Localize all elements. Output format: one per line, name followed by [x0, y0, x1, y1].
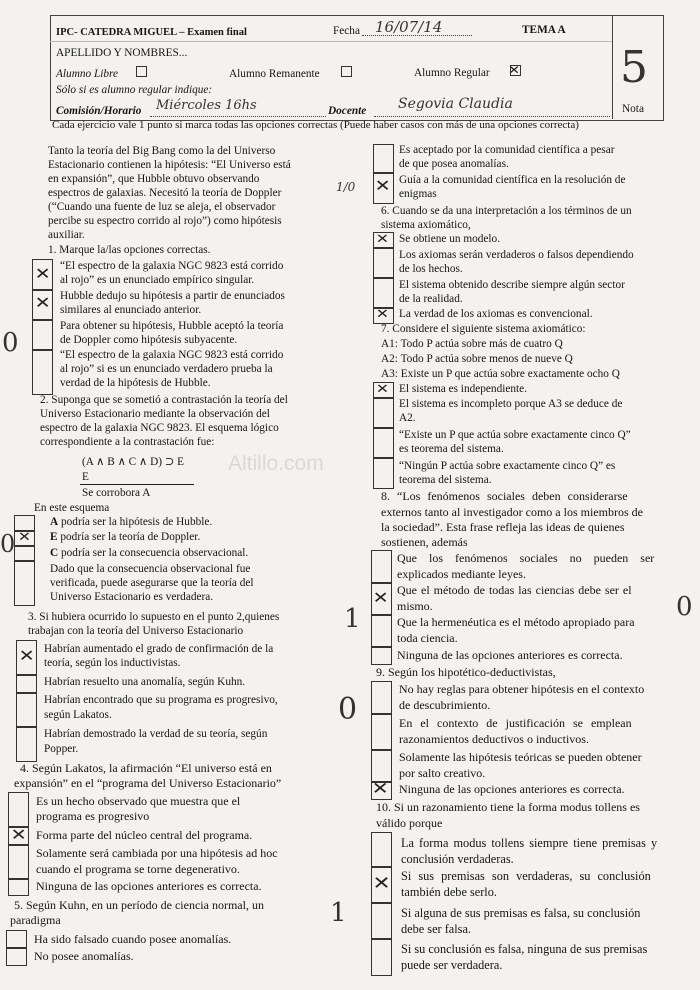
q1-b-mark-icon: ✕ — [34, 293, 51, 312]
q8-checkbox-d[interactable] — [371, 646, 392, 665]
q4-b-mark-icon: ✕ — [10, 825, 27, 844]
q9-option-a: No hay reglas para obtener hipótesis en el contexto — [399, 682, 645, 696]
intro-line: percibe su espectro corrido al rojo”) como hipótesis — [48, 215, 282, 227]
q10-checkbox-c[interactable] — [371, 902, 392, 940]
q3-checkbox-c[interactable] — [16, 692, 37, 728]
q10-option-b: también debe serlo. — [401, 885, 497, 899]
q3-option-a: Habrían aumentado el grado de confirmación de la — [44, 643, 274, 655]
q2-option-d: Universo Estacionario es verdadera. — [50, 591, 214, 603]
q7-checkbox-b[interactable] — [373, 397, 394, 429]
intro-line: auxiliar. — [48, 229, 85, 241]
q6-title: 6. Cuando se da una interpretación a los términos de un — [381, 205, 632, 217]
score-q2: 0 — [0, 530, 16, 558]
fecha-value: 16/07/14 — [375, 18, 443, 36]
q8-checkbox-c[interactable] — [371, 614, 392, 648]
comision-value: Miércoles 16hs — [156, 98, 257, 113]
q1-option-a: “El espectro de la galaxia NGC 9823 está corrido — [60, 260, 284, 272]
q9-option-c: por salto creativo. — [399, 766, 486, 780]
q3-checkbox-b[interactable] — [16, 674, 37, 694]
q8-title: la sociedad”. Esta frase refleja las ideas de quienes — [381, 520, 625, 534]
q8-option-c: toda ciencia. — [397, 631, 458, 645]
nota-value: 5 — [620, 42, 648, 93]
nota-label: Nota — [622, 103, 644, 115]
score-q4: 0 — [338, 692, 358, 727]
intro-line: (“Cuando una fuente de luz se aleja, el observador — [48, 201, 276, 213]
q1-option-d: “El espectro de la galaxia NGC 9823 está corrido — [60, 349, 284, 361]
q7-title: 7. Considere el siguiente sistema axiomático: — [381, 323, 586, 335]
solo-si-label: Sólo si es alumno regular indique: — [56, 84, 213, 96]
q3-option-c: según Lakatos. — [44, 709, 112, 721]
q6-option-a: Se obtiene un modelo. — [399, 233, 501, 245]
q7-a-mark-icon: ✕ — [375, 382, 389, 397]
q6-checkbox-b[interactable] — [373, 247, 394, 279]
q2-checkbox-d[interactable] — [14, 560, 35, 606]
alumno-regular-label: Alumno Regular — [414, 67, 490, 79]
q1-option-c: de Doppler como hipótesis subyacente. — [60, 334, 238, 346]
q4-option-c: cuando el programa se torne degenerativo. — [36, 862, 240, 876]
q8-title: sostienen, además — [381, 535, 468, 549]
q4-checkbox-d[interactable] — [8, 878, 29, 896]
q10-b-mark-icon: ✕ — [372, 873, 391, 894]
q10-checkbox-d[interactable] — [371, 938, 392, 976]
q1-checkbox-d[interactable] — [32, 349, 53, 395]
header-divider — [612, 15, 613, 119]
q1-option-a: al rojo” es un enunciado empírico singular. — [60, 274, 255, 286]
q2-option-d: Dado que la consecuencia observacional fue — [50, 563, 251, 575]
q7-option-d: “Ningún P actúa sobre exactamente cinco Q” es — [399, 460, 616, 472]
q7-option-c: “Existe un P que actúa sobre exactamente cinco Q” — [399, 429, 631, 441]
q8-title: 8. “Los fenómenos sociales deben considerarse — [381, 489, 628, 503]
q3-option-d: Popper. — [44, 743, 79, 755]
q5-option-a: Ha sido falsado cuando posee anomalías. — [34, 932, 232, 946]
q3-checkbox-d[interactable] — [16, 726, 37, 762]
q6-option-b: de los hechos. — [399, 263, 463, 275]
alumno-remanente-label: Alumno Remanente — [229, 68, 320, 80]
q8-option-d: Ninguna de las opciones anteriores es correcta. — [397, 648, 623, 662]
q4-option-c: Solamente será cambiada por una hipótesis ad hoc — [36, 846, 278, 860]
q1-option-d: verdad de la hipótesis de Hubble. — [60, 377, 211, 389]
q5-option-d: enigmas — [399, 188, 437, 200]
docente-value: Segovia Claudia — [398, 96, 513, 112]
q2-en-este: En este esquema — [34, 502, 110, 514]
alumno-libre-label: Alumno Libre — [56, 68, 119, 80]
q6-d-mark-icon: ✕ — [375, 307, 389, 322]
q2-option-a: A podría ser la hipótesis de Hubble. — [50, 516, 213, 528]
q10-title: 10. Si un razonamiento tiene la forma modus tollens es — [376, 800, 640, 814]
q2-option-d: verificada, puede asegurarse que la teoría del — [50, 577, 254, 589]
q4-option-a: programa es progresivo — [36, 809, 150, 823]
q10-option-d: puede ser verdadera. — [401, 958, 503, 972]
q2-option-c: C podría ser la consecuencia observacional. — [50, 547, 249, 559]
q7-axiom: A1: Todo P actúa sobre más de cuatro Q — [381, 338, 563, 350]
q7-option-b: El sistema es incompleto porque A3 se deduce de — [399, 398, 623, 410]
docente-dots — [374, 116, 610, 117]
q1-checkbox-c[interactable] — [32, 319, 53, 351]
score-q5-note: 1/0 — [336, 180, 356, 194]
q8-b-mark-icon: ✕ — [372, 588, 389, 607]
q10-option-a: conclusión verdaderas. — [401, 852, 514, 866]
q9-checkbox-a[interactable] — [371, 681, 392, 715]
instructions: Cada ejercicio vale 1 punto si marca todas las opciones correctas (Puede haber casos con más de una opciones correcta) — [52, 119, 579, 131]
q8-option-a: explicados mediante leyes. — [397, 567, 526, 581]
q4-checkbox-c[interactable] — [8, 844, 29, 880]
q2-schema-line — [80, 484, 194, 485]
q3-a-mark-icon: ✕ — [18, 646, 35, 665]
alumno-remanente-checkbox[interactable] — [341, 66, 352, 77]
q8-option-b: Que el método de todas las ciencias debe ser el — [397, 583, 632, 597]
q5-title: paradigma — [10, 913, 61, 927]
q6-option-d: La verdad de los axiomas es convencional. — [399, 308, 593, 320]
alumno-regular-mark-icon: ✕ — [507, 63, 521, 77]
q7-axiom: A2: Todo P actúa sobre menos de nueve Q — [381, 353, 573, 365]
q3-option-b: Habrían resuelto una anomalía, según Kuhn. — [44, 676, 246, 688]
q7-checkbox-d[interactable] — [373, 457, 394, 489]
q3-option-a: teoría, según los inductivistas. — [44, 657, 181, 669]
q10-checkbox-a[interactable] — [371, 832, 392, 868]
score-q6: 1 — [330, 898, 347, 928]
q2-schema-premise: (A ∧ B ∧ C ∧ D) ⊃ E — [82, 456, 185, 468]
q3-title: 3. Si hubiera ocurrido lo supuesto en el punto 2,quienes — [28, 611, 280, 623]
q1-option-b: similares al enunciado anterior. — [60, 304, 202, 316]
q2-title: 2. Suponga que se sometió a contrastación la teoría del — [40, 394, 288, 406]
q7-option-b: A2. — [399, 412, 416, 424]
q4-option-a: Es un hecho observado que muestra que el — [36, 794, 241, 808]
q10-option-a: La forma modus tollens siempre tiene premisas y — [401, 836, 658, 850]
q9-option-a: de descubrimiento. — [399, 698, 491, 712]
q6-title: sistema axiomático, — [381, 219, 471, 231]
q8-option-a: Que los fenómenos sociales no pueden ser — [397, 551, 655, 565]
q5-checkbox-b[interactable] — [6, 947, 27, 966]
score-q5: 0 — [676, 592, 693, 622]
intro-line: en expansión”, que Hubble obtuvo observando — [48, 173, 260, 185]
q6-option-b: Los axiomas serán verdaderos o falsos dependiendo — [399, 249, 634, 261]
q9-checkbox-c[interactable] — [371, 749, 392, 783]
q2-option-b: E podría ser la teoría de Doppler. — [50, 531, 201, 543]
q10-option-d: Si su conclusión es falsa, ninguna de sus premisas — [401, 942, 648, 956]
q10-option-c: Si alguna de sus premisas es falsa, su conclusión — [401, 906, 641, 920]
q9-d-mark-icon: ✕ — [371, 779, 389, 799]
q4-title: expansión” en el “programa del Universo Estacionario” — [14, 776, 282, 790]
q5-d-mark-icon: ✕ — [374, 176, 391, 195]
q2-title: correspondiente a la contrastación fue: — [40, 436, 215, 448]
q1-option-c: Para obtener su hipótesis, Hubble aceptó la teoría — [60, 320, 284, 332]
q4-checkbox-a[interactable] — [8, 792, 29, 828]
q4-option-b: Forma parte del núcleo central del programa. — [36, 828, 253, 842]
q10-option-c: debe ser falsa. — [401, 922, 471, 936]
q1-a-mark-icon: ✕ — [34, 264, 51, 283]
q2-schema-conclusion: Se corrobora A — [82, 487, 151, 499]
q2-b-mark-icon: ✕ — [17, 530, 31, 545]
fecha-label: Fecha — [333, 25, 360, 37]
q7-option-d: teorema del sistema. — [399, 474, 492, 486]
q10-title: válido porque — [376, 816, 443, 830]
q1-title: 1. Marque la/las opciones correctas. — [48, 244, 211, 256]
q6-option-c: El sistema obtenido describe siempre algún sector — [399, 279, 625, 291]
comision-dots — [150, 116, 326, 117]
q7-checkbox-c[interactable] — [373, 427, 394, 459]
q5-title: 5. Según Kuhn, en un período de ciencia normal, un — [14, 898, 264, 912]
q3-option-c: Habrían encontrado que su programa es progresivo, — [44, 694, 278, 706]
q5-option-c: de que posea anomalías. — [399, 158, 509, 170]
tema-label: TEMA A — [522, 24, 566, 36]
q5-checkbox-c[interactable] — [373, 144, 394, 174]
q7-option-a: El sistema es independiente. — [399, 383, 527, 395]
q3-title: trabajan con la teoría del Universo Estacionario — [28, 625, 244, 637]
q6-option-c: de la realidad. — [399, 293, 463, 305]
intro-line: Estacionario contienen la hipótesis: “El Universo está — [48, 159, 291, 171]
q6-a-mark-icon: ✕ — [375, 232, 389, 247]
q2-title: Universo Estacionario mediante la observación del — [40, 408, 270, 420]
q10-option-b: Si sus premisas son verdaderas, su conclusión — [401, 869, 651, 883]
apellido-label: APELLIDO Y NOMBRES... — [56, 47, 188, 59]
q2-schema-e: E — [82, 471, 89, 483]
q8-option-b: mismo. — [397, 599, 433, 613]
q9-checkbox-b[interactable] — [371, 713, 392, 751]
q3-option-d: Habrían demostrado la verdad de su teoría, según — [44, 728, 268, 740]
score-q3: 1 — [344, 604, 361, 634]
q4-option-d: Ninguna de las opciones anteriores es correcta. — [36, 879, 262, 893]
q8-option-c: Que la hermenéutica es el método apropiado para — [397, 615, 635, 629]
q6-checkbox-c[interactable] — [373, 277, 394, 309]
q9-option-c: Solamente las hipótesis teóricas se pueden obtener — [399, 750, 642, 764]
q9-option-b: razonamientos deductivos o inductivos. — [399, 732, 589, 746]
q5-option-d: Guía a la comunidad científica en la resolución de — [399, 174, 626, 186]
q2-title: espectro de la galaxia NGC 9823. El esquema lógico — [40, 422, 279, 434]
q9-title: 9. Según los hipotético-deductivistas, — [376, 665, 556, 679]
q8-title: externos tanto al investigador como a los miembros de — [381, 505, 643, 519]
intro-line: espectros de galaxias. Necesitó la teoría de Doppler — [48, 187, 282, 199]
docente-label: Docente — [328, 105, 367, 117]
header-divider-top — [50, 41, 612, 42]
alumno-libre-checkbox[interactable] — [136, 66, 147, 77]
comision-label: Comisión/Horario — [56, 105, 142, 117]
q5-option-c: Es aceptado por la comunidad científica a pesar — [399, 144, 615, 156]
q1-option-d: al rojo” si es un enunciado verdadero prueba la — [60, 363, 273, 375]
q9-option-d: Ninguna de las opciones anteriores es correcta. — [399, 782, 625, 796]
q9-option-b: En el contexto de justificación se emplean — [399, 716, 632, 730]
watermark: Altillo.com — [228, 452, 324, 475]
q7-axiom: A3: Existe un P que actúa sobre exactamente ocho Q — [381, 368, 620, 380]
q5-option-b: No posee anomalías. — [34, 949, 134, 963]
q1-option-b: Hubble dedujo su hipótesis a partir de enunciados — [60, 290, 285, 302]
score-q1: 0 — [2, 328, 19, 358]
q8-checkbox-a[interactable] — [371, 550, 392, 584]
q7-option-c: es teorema del sistema. — [399, 443, 504, 455]
q4-title: 4. Según Lakatos, la afirmación “El universo está en — [20, 761, 272, 775]
course-title: IPC- CATEDRA MIGUEL – Examen final — [56, 27, 247, 38]
intro-line: Tanto la teoría del Big Bang como la del Universo — [48, 145, 276, 157]
